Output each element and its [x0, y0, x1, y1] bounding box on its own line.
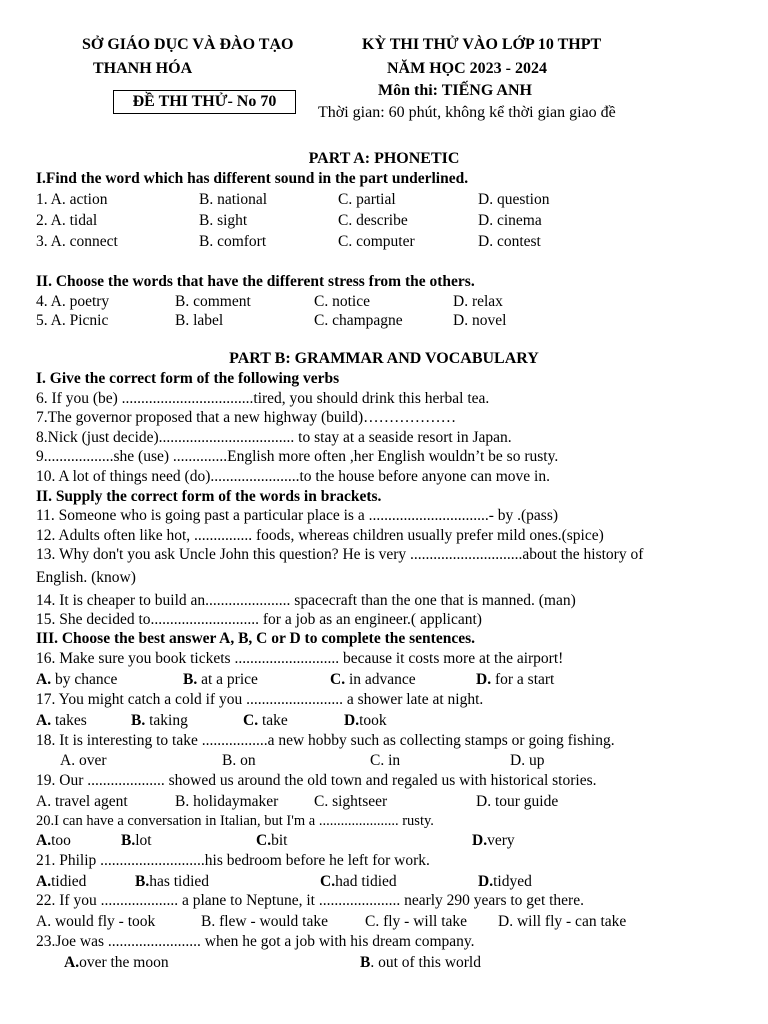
- exam-time: Thời gian: 60 phút, không kể thời gian giao đề: [318, 104, 616, 121]
- question: 14. It is cheaper to build an...................... spacecraft than the one that is manned. (man): [36, 592, 576, 609]
- option: B. taking: [131, 712, 188, 729]
- option: D. for a start: [476, 671, 555, 688]
- exam-code-box: ĐỀ THI THỬ- No 70: [113, 90, 296, 114]
- option: C. in: [370, 752, 401, 769]
- section-title: II. Supply the correct form of the words in brackets.: [36, 488, 382, 505]
- section-title: III. Choose the best answer A, B, C or D to complete the sentences.: [36, 630, 475, 647]
- question: 23.Joe was ........................ when he got a job with his dream company.: [36, 933, 475, 950]
- option: B. national: [199, 191, 268, 208]
- question: 22. If you .................... a plane to Neptune, it ..................... nearly 290 years to get there.: [36, 892, 584, 909]
- section-title: II. Choose the words that have the different stress from the others.: [36, 273, 475, 290]
- option: A.tidied: [36, 873, 87, 890]
- option: 2. A. tidal: [36, 212, 98, 229]
- option: C. fly - will take: [365, 913, 468, 930]
- department-name: SỞ GIÁO DỤC VÀ ĐÀO TẠO: [82, 36, 294, 53]
- question: 19. Our .................... showed us around the old town and regaled us with historical stories.: [36, 772, 597, 789]
- province-name: THANH HÓA: [93, 60, 193, 77]
- option: C. champagne: [314, 312, 403, 329]
- option: 1. A. action: [36, 191, 108, 208]
- option: A. takes: [36, 712, 87, 729]
- option: C. computer: [338, 233, 415, 250]
- option: B. sight: [199, 212, 248, 229]
- option: A.over the moon: [64, 954, 169, 971]
- option: A. by chance: [36, 671, 118, 688]
- exam-title: KỲ THI THỬ VÀO LỚP 10 THPT: [362, 36, 602, 53]
- option: B. label: [175, 312, 224, 329]
- option: C.bit: [256, 832, 288, 849]
- question: 16. Make sure you book tickets ........................... because it costs more at the airport!: [36, 650, 564, 667]
- option: B. comfort: [199, 233, 267, 250]
- option: D. cinema: [478, 212, 542, 229]
- option: D. tour guide: [476, 793, 559, 810]
- option: C. describe: [338, 212, 408, 229]
- part-a-title: PART A: PHONETIC: [308, 150, 460, 167]
- section-title: I.Find the word which has different sound in the part underlined.: [36, 170, 469, 187]
- option: C. sightseer: [314, 793, 388, 810]
- option: 3. A. connect: [36, 233, 118, 250]
- option: D. novel: [453, 312, 507, 329]
- option: D. contest: [478, 233, 541, 250]
- question: 15. She decided to............................ for a job as an engineer.( applicant): [36, 611, 482, 628]
- option: A. over: [60, 752, 107, 769]
- question: 11. Someone who is going past a particular place is a ...............................- by .(pass): [36, 507, 559, 524]
- question: 9..................she (use) ..............English more often ,her English wouldn’t be so rusty.: [36, 448, 559, 465]
- option: C.had tidied: [320, 873, 397, 890]
- subject: Môn thi: TIẾNG ANH: [378, 82, 532, 99]
- option: B. comment: [175, 293, 251, 310]
- option: B.has tidied: [135, 873, 210, 890]
- question: 13. Why don't you ask Uncle John this question? He is very .............................about the history of: [36, 546, 644, 563]
- option: 4. A. poetry: [36, 293, 110, 310]
- option: D. question: [478, 191, 550, 208]
- option: D.very: [472, 832, 515, 849]
- option: B. holidaymaker: [175, 793, 279, 810]
- option: D. up: [510, 752, 545, 769]
- question: 6. If you (be) ..................................tired, you should drink this herbal tea.: [36, 390, 490, 407]
- option: B. on: [222, 752, 256, 769]
- option: C. take: [243, 712, 288, 729]
- question: 17. You might catch a cold if you ......................... a shower late at night.: [36, 691, 484, 708]
- option: A.too: [36, 832, 71, 849]
- option: A. travel agent: [36, 793, 128, 810]
- option: 5. A. Picnic: [36, 312, 109, 329]
- option: A. would fly - took: [36, 913, 156, 930]
- option: D.tidyed: [478, 873, 532, 890]
- option: C. partial: [338, 191, 396, 208]
- question: 8.Nick (just decide)................................... to stay at a seaside resort in Japan.: [36, 429, 512, 446]
- question: 10. A lot of things need (do).......................to the house before anyone can move in.: [36, 468, 550, 485]
- option: B.lot: [121, 832, 152, 849]
- part-b-title: PART B: GRAMMAR AND VOCABULARY: [229, 350, 539, 367]
- option: D. will fly - can take: [498, 913, 627, 930]
- section-title: I. Give the correct form of the following verbs: [36, 370, 340, 387]
- option: C. notice: [314, 293, 370, 310]
- option: B. at a price: [183, 671, 258, 688]
- question: 12. Adults often like hot, ............... foods, whereas children usually prefer mild ones.(spice): [36, 527, 604, 544]
- question: English. (know): [36, 569, 136, 586]
- option: C. in advance: [330, 671, 416, 688]
- question: 21. Philip ...........................his bedroom before he left for work.: [36, 852, 430, 869]
- question: 18. It is interesting to take .................a new hobby such as collecting stamps or going fishing.: [36, 732, 615, 749]
- question: 7.The governor proposed that a new highway (build)………………: [36, 409, 457, 426]
- option: B. out of this world: [360, 954, 481, 971]
- question: 20.I can have a conversation in Italian, but I'm a ...................... rusty.: [36, 813, 434, 829]
- option: D. relax: [453, 293, 503, 310]
- school-year: NĂM HỌC 2023 - 2024: [387, 60, 547, 77]
- option: B. flew - would take: [201, 913, 328, 930]
- option: D.took: [344, 712, 387, 729]
